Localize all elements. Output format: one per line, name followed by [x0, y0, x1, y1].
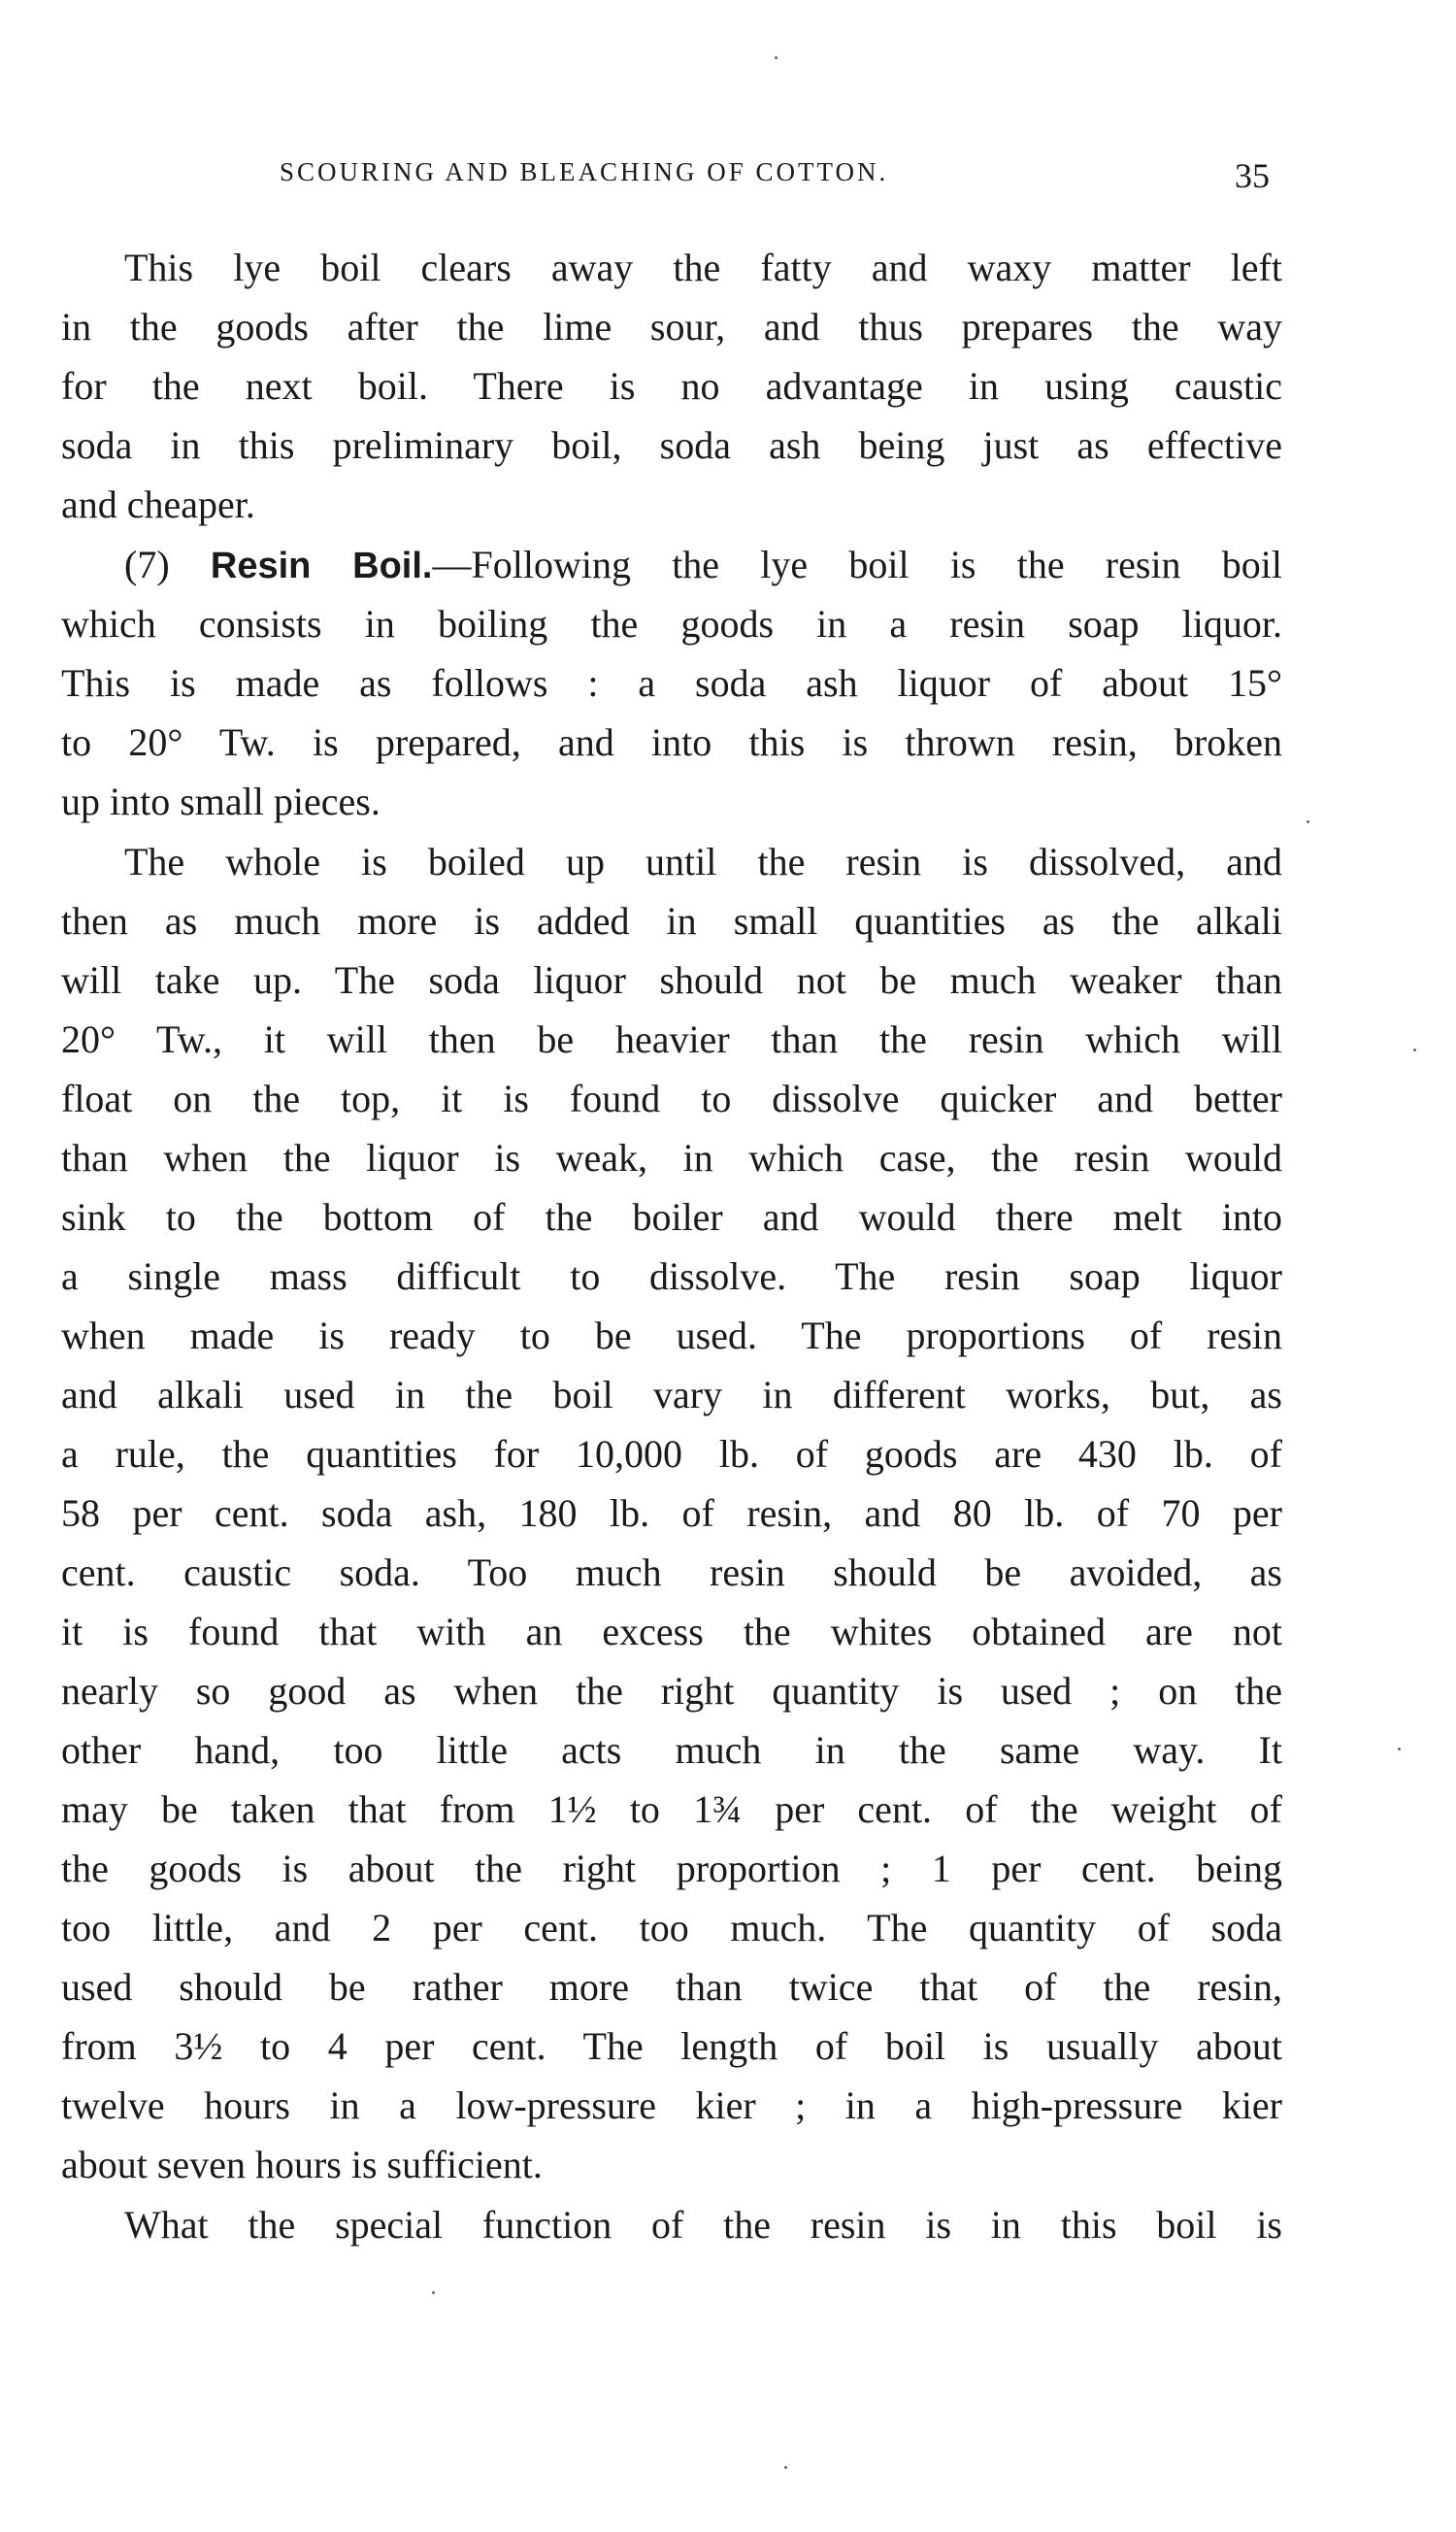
- text-line: may be taken that from 1½ to 1¾ per cent. of the weight of: [61, 1787, 1282, 1831]
- text-line: when made is ready to be used. The proportions of resin: [61, 1314, 1282, 1357]
- text-line: What the special function of the resin is in this boil is: [124, 2203, 1282, 2247]
- text-fragment: the lye boil is the resin boil: [672, 543, 1283, 586]
- text-line: and alkali used in the boil vary in different works, but, as: [61, 1373, 1282, 1416]
- text-line: and cheaper.: [61, 483, 255, 526]
- text-line: cent. caustic soda. Too much resin should be avoided, as: [61, 1550, 1282, 1594]
- text-line: up into small pieces.: [61, 780, 381, 823]
- scan-speck: [1307, 820, 1309, 823]
- scan-speck: [1398, 1748, 1401, 1750]
- text-line: for the next boil. There is no advantage in using caustic: [61, 364, 1282, 408]
- text-line: from 3½ to 4 per cent. The length of boil is usually about: [61, 2024, 1282, 2068]
- text-line: then as much more is added in small quantities as the alkali: [61, 899, 1282, 943]
- text-line: about seven hours is sufficient.: [61, 2143, 543, 2186]
- text-line: float on the top, it is found to dissolve quicker and better: [61, 1077, 1282, 1120]
- text-line: to 20° Tw. is prepared, and into this is thrown resin, broken: [61, 720, 1282, 764]
- text-line: The whole is boiled up until the resin is dissolved, and: [124, 840, 1282, 883]
- scan-speck: [1413, 1049, 1416, 1051]
- scan-speck: [784, 2466, 787, 2469]
- text-line: soda in this preliminary boil, soda ash being just as effective: [61, 423, 1282, 467]
- text-line: it is found that with an excess the whites obtained are not: [61, 1610, 1282, 1653]
- text-line: a rule, the quantities for 10,000 lb. of goods are 430 lb. of: [61, 1432, 1282, 1476]
- text-line: 58 per cent. soda ash, 180 lb. of resin, and 80 lb. of 70 per: [61, 1491, 1282, 1535]
- text-line: twelve hours in a low-pressure kier ; in a high-pressure kier: [61, 2083, 1282, 2127]
- section-number: (7): [124, 543, 170, 586]
- section-heading-dash: —Following: [432, 543, 631, 586]
- running-title: SCOURING AND BLEACHING OF COTTON.: [280, 157, 889, 186]
- text-line: will take up. The soda liquor should not be much weaker than: [61, 958, 1282, 1002]
- text-line: other hand, too little acts much in the same way. It: [61, 1728, 1282, 1772]
- text-line: This is made as follows : a soda ash liquor of about 15°: [61, 661, 1282, 705]
- text-line: used should be rather more than twice that of the resin,: [61, 1965, 1282, 2009]
- text-line: sink to the bottom of the boiler and would there melt into: [61, 1195, 1282, 1239]
- text-line: than when the liquor is weak, in which case, the resin would: [61, 1136, 1282, 1180]
- scan-speck: [432, 2291, 435, 2294]
- text-line: nearly so good as when the right quantity is used ; on the: [61, 1669, 1282, 1713]
- text-line: This lye boil clears away the fatty and waxy matter left: [124, 246, 1282, 289]
- page-number: 35: [1235, 156, 1270, 195]
- section-heading-line: [124, 542, 1282, 589]
- text-line: a single mass difficult to dissolve. The resin soap liquor: [61, 1254, 1282, 1298]
- section-title: Resin Boil.: [210, 546, 433, 586]
- text-line: too little, and 2 per cent. too much. The quantity of soda: [61, 1906, 1282, 1949]
- text-line: in the goods after the lime sour, and thus prepares the way: [61, 305, 1282, 349]
- text-line: 20° Tw., it will then be heavier than the resin which will: [61, 1017, 1282, 1061]
- scan-speck: [775, 56, 778, 59]
- text-line: which consists in boiling the goods in a resin soap liquor.: [61, 602, 1282, 646]
- text-line: the goods is about the right proportion ; 1 per cent. being: [61, 1847, 1282, 1890]
